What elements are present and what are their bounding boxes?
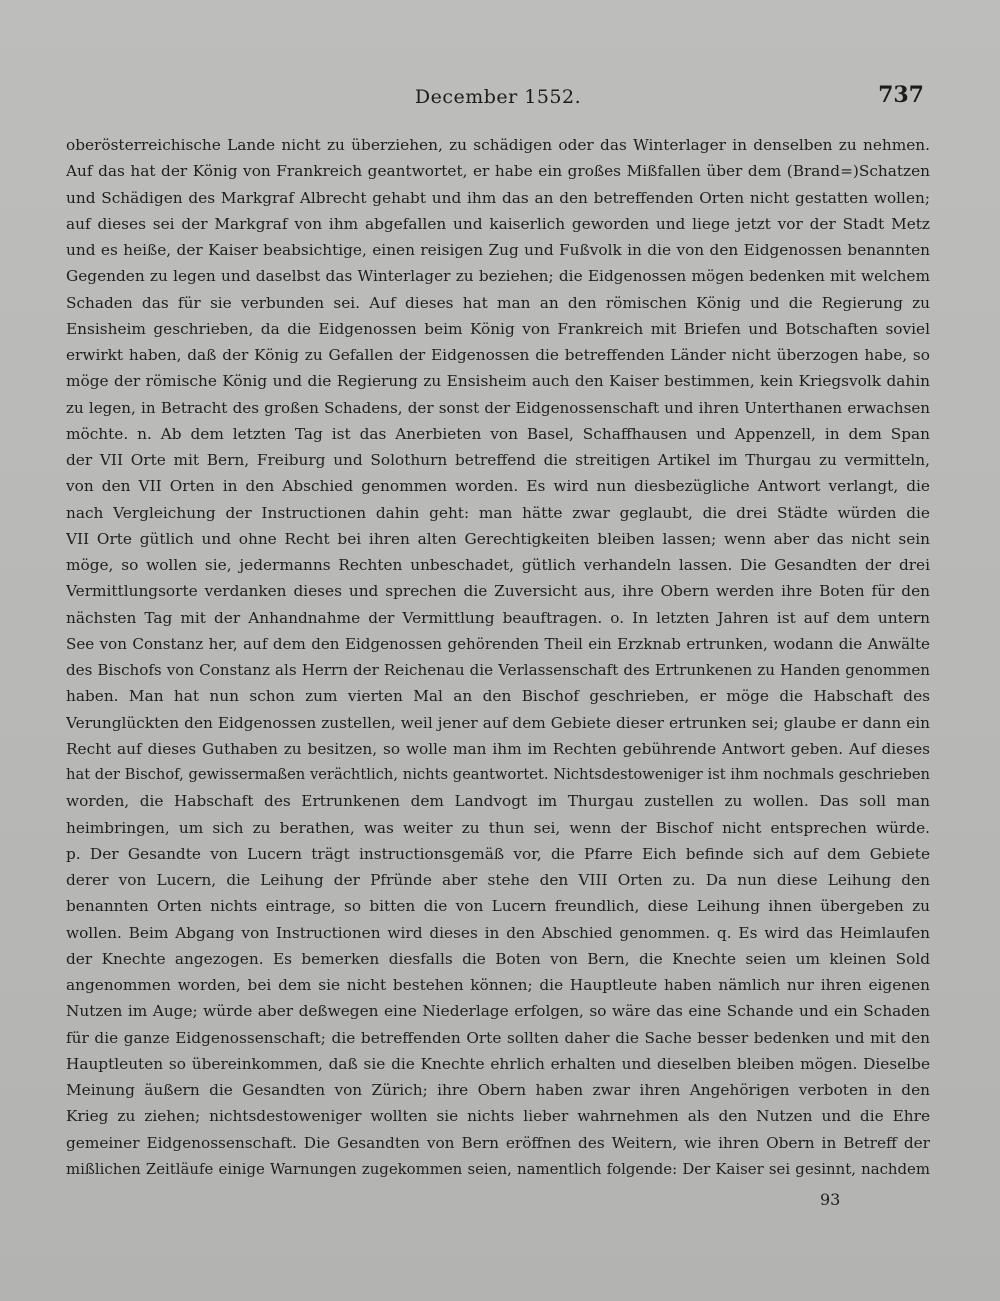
text-line: des Bischofs von Constanz als Herrn der Reichenau die Verlassenschaft des Ertrunkenen zu Handen genommen xyxy=(66,661,930,679)
text-line: zu legen, in Betracht des großen Schadens, der sonst der Eidgenossenschaft und ihren Unterthanen erwachsen xyxy=(66,398,930,417)
text-line: und Schädigen des Markgraf Albrecht gehabt und ihm das an den betreffenden Orten nicht gestatten wollen; xyxy=(66,188,930,207)
page-title: December 1552. xyxy=(414,86,582,108)
text-line: worden, die Habschaft des Ertrunkenen dem Landvogt im Thurgau zustellen zu wollen. Das soll man xyxy=(66,792,930,811)
text-line: Gegenden zu legen und daselbst das Winterlager zu beziehen; die Eidgenossen mögen bedenken mit welchem xyxy=(66,267,930,286)
text-line: möge der römische König und die Regierung zu Ensisheim auch den Kaiser bestimmen, kein Kriegsvolk dahin xyxy=(66,372,930,391)
text-line: Ensisheim geschrieben, da die Eidgenossen beim König von Frankreich mit Briefen und Botschaften soviel xyxy=(66,319,930,338)
page-header xyxy=(66,82,930,116)
text-line: VII Orte gütlich und ohne Recht bei ihren alten Gerechtigkeiten bleiben lassen; wenn aber das nicht sein xyxy=(66,529,930,548)
text-line: von den VII Orten in den Abschied genommen worden. Es wird nun diesbezügliche Antwort verlangt, die xyxy=(66,477,930,496)
text-line: Krieg zu ziehen; nichtsdestoweniger wollten sie nichts lieber wahrnehmen als den Nutzen und die Ehre xyxy=(66,1107,930,1126)
text-line: nächsten Tag mit der Anhandnahme der Vermittlung beauftragen. o. In letzten Jahren ist auf dem untern xyxy=(66,608,930,627)
text-line: der Knechte angezogen. Es bemerken diesfalls die Boten von Bern, die Knechte seien um kleinen Sold xyxy=(66,949,930,968)
text-line: heimbringen, um sich zu berathen, was weiter zu thun sei, wenn der Bischof nicht entsprechen würde. xyxy=(66,818,930,837)
text-line: mißlichen Zeitläufe einige Warnungen zugekommen seien, namentlich folgende: Der Kaiser sei gesinnt, nachdem xyxy=(66,1159,930,1178)
page-number: 737 xyxy=(878,82,924,108)
text-line: Meinung äußern die Gesandten von Zürich; ihre Obern haben zwar ihren Angehörigen verboten in den xyxy=(66,1081,930,1099)
text-line: Hauptleuten so übereinkommen, daß sie die Knechte ehrlich erhalten und dieselben bleiben mögen. Dieselbe xyxy=(66,1054,930,1073)
text-line: Auf das hat der König von Frankreich geantwortet, er habe ein großes Mißfallen über dem (Brand=)Schatzen xyxy=(66,162,930,181)
text-line: p. Der Gesandte von Lucern trägt instructionsgemäß vor, die Pfarre Eich befinde sich auf dem Gebiete xyxy=(66,844,930,863)
text-line: möge, so wollen sie, jedermanns Rechten unbeschadet, gütlich verhandeln lassen. Die Gesandten der drei xyxy=(66,556,930,574)
text-line: Nutzen im Auge; würde aber deßwegen eine Niederlage erfolgen, so wäre das eine Schande und ein Schaden xyxy=(66,1002,930,1021)
body-text xyxy=(66,132,930,1182)
text-line: derer von Lucern, die Leihung der Pfründe aber stehe den VIII Orten zu. Da nun diese Leihung den xyxy=(66,871,930,889)
text-line: möchte. n. Ab dem letzten Tag ist das Anerbieten von Basel, Schaffhausen und Appenzell, in dem Span xyxy=(66,424,930,443)
text-line: erwirkt haben, daß der König zu Gefallen der Eidgenossen die betreffenden Länder nicht überzogen habe, so xyxy=(66,346,930,364)
text-line: wollen. Beim Abgang von Instructionen wird dieses in den Abschied genommen. q. Es wird das Heimlaufen xyxy=(66,923,930,942)
text-line: und es heiße, der Kaiser beabsichtige, einen reisigen Zug und Fußvolk in die von den Eidgenossen benannten xyxy=(66,241,930,259)
text-line: Vermittlungsorte verdanken dieses und sprechen die Zuversicht aus, ihre Obern werden ihre Boten für den xyxy=(66,582,930,601)
text-line: der VII Orte mit Bern, Freiburg und Solothurn betreffend die streitigen Artikel im Thurgau zu vermitteln, xyxy=(66,451,930,469)
text-line: hat der Bischof, gewissermaßen verächtlich, nichts geantwortet. Nichtsdestoweniger ist ihm nochmals geschrieben xyxy=(66,766,930,783)
printer-signature-mark: 93 xyxy=(820,1190,841,1209)
text-line: Recht auf dieses Guthaben zu besitzen, so wolle man ihm im Rechten gebührende Antwort geben. Auf dieses xyxy=(66,739,930,758)
text-line: gemeiner Eidgenossenschaft. Die Gesandten von Bern eröffnen des Weitern, wie ihren Obern in Betreff der xyxy=(66,1133,930,1152)
text-line: auf dieses sei der Markgraf von ihm abgefallen und kaiserlich geworden und liege jetzt vor der Stadt Metz xyxy=(66,214,930,233)
text-line: haben. Man hat nun schon zum vierten Mal an den Bischof geschrieben, er möge die Habschaft des xyxy=(66,687,930,706)
text-line: Schaden das für sie verbunden sei. Auf dieses hat man an den römischen König und die Regierung zu xyxy=(66,293,930,312)
text-line: See von Constanz her, auf dem den Eidgenossen gehörenden Theil ein Erzknab ertrunken, wodann die Anwälte xyxy=(66,634,930,653)
text-line: oberösterreichische Lande nicht zu überziehen, zu schädigen oder das Winterlager in denselben zu nehmen. xyxy=(66,136,930,154)
text-line: angenommen worden, bei dem sie nicht bestehen können; die Hauptleute haben nämlich nur ihren eigenen xyxy=(66,976,930,994)
text-line: nach Vergleichung der Instructionen dahin geht: man hätte zwar geglaubt, die drei Städte würden die xyxy=(66,503,930,522)
text-line: benannten Orten nichts eintrage, so bitten die von Lucern freundlich, diese Leihung ihnen übergeben zu xyxy=(66,897,930,916)
text-line: Verunglückten den Eidgenossen zustellen, weil jener auf dem Gebiete dieser ertrunken sei; glaube er dann ein xyxy=(66,713,930,732)
text-line: für die ganze Eidgenossenschaft; die betreffenden Orte sollten daher die Sache besser bedenken und mit den xyxy=(66,1028,930,1047)
